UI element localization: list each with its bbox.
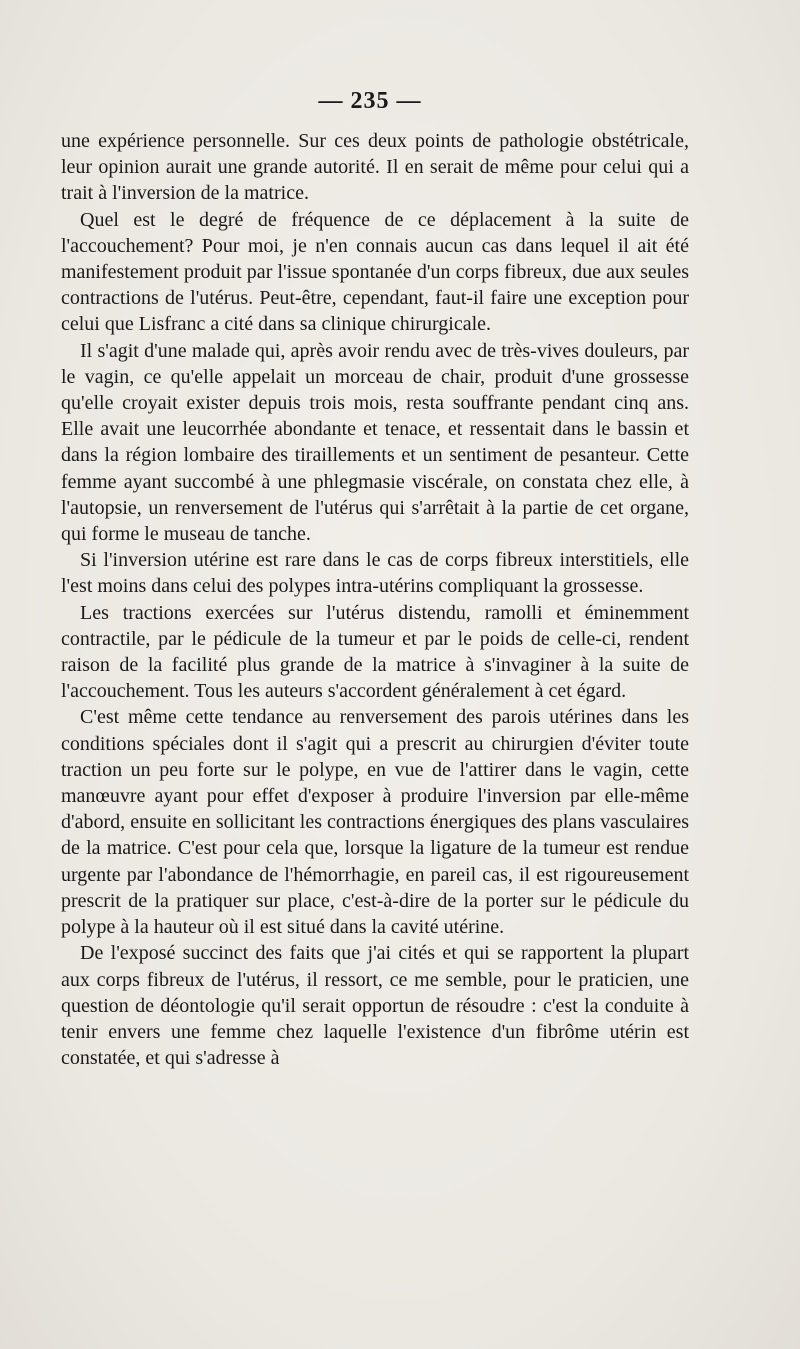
paragraph: Il s'agit d'une malade qui, après avoir rendu avec de très-vives douleurs, par le vagin, ce qu'elle appelait un morceau de chair, produit d'une grossesse qu'elle croyait exister depuis trois mois, resta souffrante pendant cinq ans. Elle avait une leucorrhée abondante et tenace, et ressentait dans le bassin et dans la région lombaire des tiraillements et un sentiment de pesanteur. Cette femme ayant succombé à une phlegmasie viscérale, on constata chez elle, à l'autopsie, un renversement de l'utérus qui s'arrêtait à la partie de cet organe, qui forme le museau de tanche. [61, 339, 689, 546]
paragraph: Les tractions exercées sur l'utérus distendu, ramolli et éminemment contractile, par le pédicule de la tumeur et par le poids de celle-ci, rendent raison de la facilité plus grande de la matrice à s'invaginer à la suite de l'accouchement. Tous les auteurs s'accordent généralement à cet égard. [61, 601, 689, 703]
paragraph: une expérience personnelle. Sur ces deux points de pathologie obstétricale, leur opinion aurait une grande autorité. Il en serait de même pour celui qui a trait à l'inversion de la matrice. [61, 130, 689, 205]
paragraph: De l'exposé succinct des faits que j'ai cités et qui se rapportent la plupart aux corps fibreux de l'utérus, il ressort, ce me semble, pour le praticien, une question de déontologie qu'il serait opportun de résoudre : c'est la conduite à tenir envers une femme chez laquelle l'existence d'un fibrôme utérin est constatée, et qui s'adresse à [61, 942, 689, 1070]
page-number: — 235 — [318, 88, 422, 114]
paragraph: C'est même cette tendance au renversement des parois utérines dans les conditions spéciales dont il s'agit qui a prescrit au chirurgien d'éviter toute traction un peu forte sur le polype, en vue de l'attirer dans le vagin, cette manœuvre ayant pour effet d'exposer à produire l'inversion par elle-même d'abord, ensuite en sollicitant les contractions énergiques des plans vasculaires de la matrice. C'est pour cela que, lorsque la ligature de la tumeur est rendue urgente par l'abondance de l'hémorrhagie, en pareil cas, il est rigoureusement prescrit de la pratiquer sur place, c'est-à-dire de la porter sur le pédicule du polype à la hauteur où il est situé dans la cavité utérine. [61, 706, 689, 939]
paragraph: Quel est le degré de fréquence de ce déplacement à la suite de l'accouchement? Pour moi, je n'en connais aucun cas dans lequel il ait été manifestement produit par l'issue spontanée d'un corps fibreux, due aux seules contractions de l'utérus. Peut-être, cependant, faut-il faire une exception pour celui que Lisfranc a cité dans sa clinique chirurgicale. [61, 208, 689, 336]
page-body [61, 128, 689, 1071]
paragraph: Si l'inversion utérine est rare dans le cas de corps fibreux interstitiels, elle l'est moins dans celui des polypes intra-utérins compliquant la grossesse. [61, 549, 689, 598]
